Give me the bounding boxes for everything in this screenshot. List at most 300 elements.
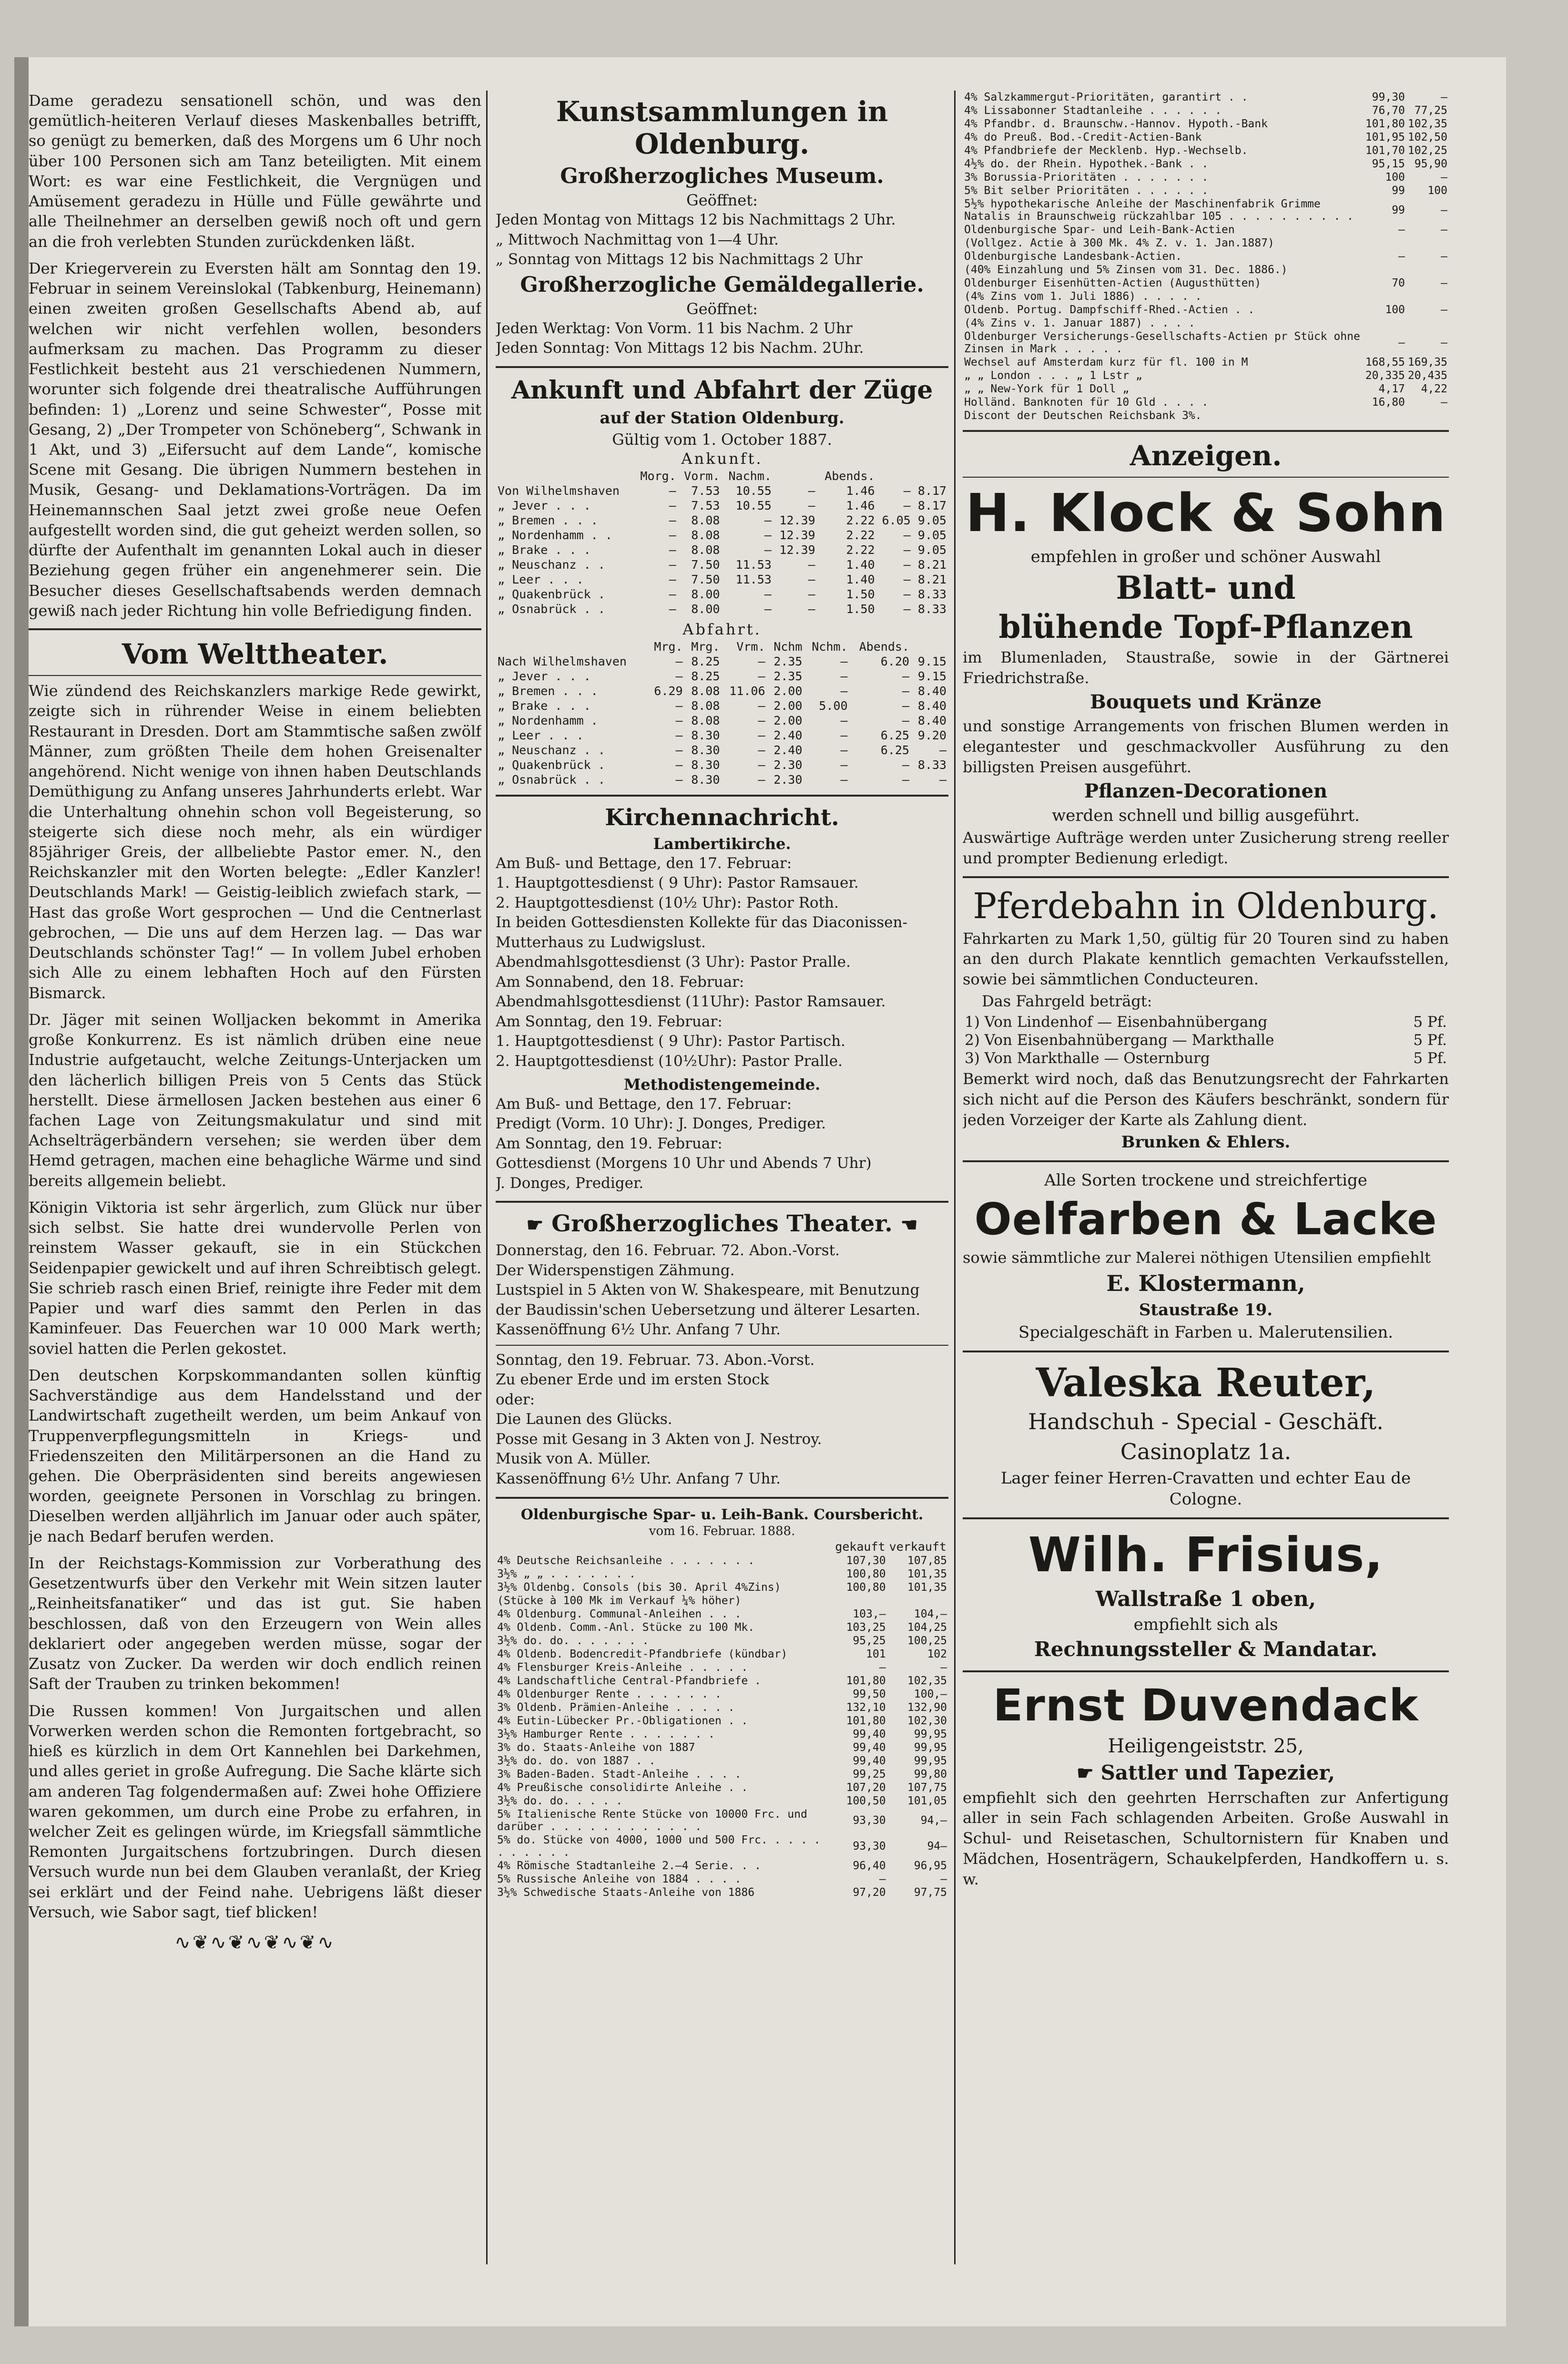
theater-line: Musik von A. Müller.: [496, 1450, 651, 1468]
table-cell: 76,70: [1372, 104, 1405, 117]
ankunft-row: [496, 572, 948, 587]
kurs-row: [963, 290, 1449, 303]
ankunft-header: [496, 469, 634, 483]
theater-title: Großherzogliches Theater.: [551, 1210, 893, 1238]
kurs-row: [963, 276, 1449, 290]
kurs-row: [963, 317, 1449, 330]
table-cell: —: [1441, 277, 1447, 289]
heading-kunstsammlungen: Kunstsammlungen in Oldenburg.: [556, 95, 888, 160]
table-cell: 107,30: [846, 1554, 886, 1567]
abfahrt-row: [496, 772, 948, 787]
table-cell: —: [1398, 337, 1405, 349]
kurs-row: [963, 396, 1449, 409]
table-cell: 10.55: [735, 498, 772, 512]
table-cell: —: [675, 654, 683, 668]
lamberti-services: [496, 854, 948, 1072]
kurs-row: [496, 1808, 948, 1833]
table-cell: 100: [1385, 304, 1405, 316]
table-cell: 99,95: [914, 1754, 947, 1767]
table-cell: —: [939, 743, 947, 757]
table-cell: 9.15: [917, 654, 947, 668]
kurs-row: [496, 1833, 948, 1859]
table-cell: 8.08: [691, 684, 720, 698]
kurs-row: [496, 1873, 948, 1886]
table-cell: —: [669, 572, 676, 586]
newspaper-page: [14, 57, 1506, 2326]
ad-klostermann-pre: Alle Sorten trockene und streichfertige: [1044, 1170, 1367, 1190]
heading-lambertikirche: Lambertikirche.: [653, 834, 791, 853]
table-cell: —: [669, 528, 676, 542]
table-cell: 1.46: [846, 483, 875, 498]
table-cell: (Vollgez. Actie à 300 Mk. 4% Z. v. 1. Jan.1887): [964, 237, 1274, 249]
ankunft-row: [496, 542, 948, 557]
table-cell: —: [764, 528, 772, 542]
ad-reuter-addr: Casinoplatz 1a.: [1120, 1438, 1292, 1464]
table-cell: —: [808, 602, 815, 616]
galerie-open-label: Geöffnet:: [686, 299, 758, 318]
table-cell: 8.21: [917, 572, 947, 586]
table-cell: 8.08: [691, 698, 720, 713]
kurs-row: [963, 369, 1449, 382]
table-cell: 102,50: [1407, 131, 1447, 143]
lamberti-service-line: 2. Hauptgottesdienst (10½Uhr): Pastor Pralle.: [496, 1052, 843, 1070]
table-cell: —: [840, 684, 848, 698]
heading-museum: Großherzogliches Museum.: [560, 164, 884, 188]
ad-duvendack-role: Sattler und Tapezier,: [1100, 1760, 1335, 1784]
kurs-row: [496, 1621, 948, 1634]
kurs-row: [963, 197, 1449, 223]
ankunft-label: Ankunft.: [681, 449, 763, 468]
abfahrt-row: [496, 698, 948, 713]
museum-hours-line: Jeden Montag von Mittags 12 bis Nachmittags 2 Uhr.: [496, 211, 896, 228]
table-cell: 4% Eutin-Lübecker Pr.-Obligationen . .: [497, 1714, 748, 1727]
ankunft-table: [496, 469, 948, 616]
ad-klock-line: werden schnell und billig ausgeführt.: [1052, 806, 1360, 825]
lamberti-service-line: 1. Hauptgottesdienst ( 9 Uhr): Pastor Partisch.: [496, 1033, 845, 1050]
kurs-row: [496, 1688, 948, 1701]
table-cell: (4% Zins vom 1. Juli 1886) . . . . .: [964, 290, 1202, 303]
ankunft-row: [496, 528, 948, 542]
table-cell: [1406, 317, 1449, 330]
table-cell: 99,80: [914, 1768, 947, 1781]
table-cell: (4% Zins v. 1. Januar 1887) . . . .: [964, 317, 1195, 329]
table-cell: 102,25: [1407, 144, 1447, 157]
table-cell: 100,25: [907, 1634, 947, 1647]
table-cell: „ Osnabrück . .: [498, 772, 605, 787]
kurs-row: [963, 303, 1449, 317]
ad-pferdebahn-title: Pferdebahn in Oldenburg.: [973, 885, 1439, 927]
table-cell: 2.00: [774, 713, 803, 727]
table-cell: 5 Pf.: [1413, 1013, 1447, 1031]
ad-duvendack-name: Ernst Duvendack: [993, 1679, 1419, 1731]
table-cell: 107,20: [846, 1781, 886, 1794]
table-cell: —: [1441, 204, 1447, 216]
ad-klock-line: Blatt- und: [1116, 569, 1296, 607]
ad-klostermann-text: sowie sämmtliche zur Malerei nöthigen Utensilien empfiehlt: [963, 1249, 1431, 1267]
ad-reuter-sub: Handschuh - Special - Geschäft.: [1028, 1409, 1384, 1435]
table-cell: „ Jever . . .: [498, 669, 591, 683]
kurs-row: [496, 1859, 948, 1873]
table-cell: [1406, 290, 1449, 303]
table-cell: 1) Von Lindenhof — Eisenbahnübergang: [965, 1013, 1268, 1031]
table-cell: 8.08: [691, 713, 720, 727]
table-cell: —: [675, 757, 683, 772]
table-cell: „ „ New-York für 1 Doll „: [964, 383, 1130, 395]
table-cell: 4% Landschaftliche Central-Pfandbriefe .: [497, 1674, 761, 1687]
theater-line: Zu ebener Erde und im ersten Stock: [496, 1371, 769, 1389]
lamberti-service-line: In beiden Gottesdiensten Kollekte für das Diaconissen-Mutterhaus zu Ludwigslust.: [496, 914, 907, 951]
kurs-row: [963, 91, 1449, 104]
table-cell: 2.35: [774, 654, 803, 668]
column-left: [29, 91, 481, 1954]
ankunft-header: [774, 469, 817, 483]
table-cell: 8.08: [691, 542, 720, 557]
abfahrt-header: Nchm.: [812, 639, 848, 654]
ad-duvendack-addr: Heiligengeiststr. 25,: [1108, 1735, 1304, 1757]
table-cell: [887, 1594, 948, 1607]
table-cell: 5 Pf.: [1413, 1032, 1447, 1049]
table-cell: 2.00: [774, 684, 803, 698]
table-cell: 3% do. Staats-Anleihe von 1887: [497, 1741, 695, 1754]
table-cell: 3% Oldenb. Prämien-Anleihe . . . . .: [497, 1701, 735, 1714]
table-cell: 4% do Preuß. Bod.-Credit-Actien-Bank: [964, 131, 1202, 143]
table-cell: 4% Oldenburger Rente . . . . . . .: [497, 1688, 722, 1700]
abfahrt-table: [496, 639, 948, 787]
table-cell: „ Nordenhamm .: [498, 713, 598, 727]
article-bismarck: Wie zündend des Reichskanzlers markige Rede gewirkt, zeigte sich in rührender Weise in einem beliebten Restaurant in Dresden. Dort am Stammtische saßen zwölf Männer, zum größten Theile dem hohen Greisenalter angehörend. Nicht wenige von ihnen haben Deutschlands Demüthigung zu Anfang unseres Jahrhunderts erlebt. War die Unterhaltung ohnehin schon voll Begeisterung, so steigerte sich diese noch mehr, als ein würdiger 85jähriger Greis, der allbeliebte Pastor emer. N., den Reichskanzler mit den Worten belegte: „Edler Kanzler! Deutschlands Mark! — Geistig-leiblich zwiefach stark, — Hast das große Wort gesprochen — Und die Centnerlast gebrochen, — Die uns auf dem Herzen lag. — Das war Deutschlands schönster Tag!“ — In vollem Jubel erhoben sich Alle zu einem lebhaften Hoch auf den Fürsten Bismarck.: [29, 682, 481, 1002]
divider: [496, 1345, 948, 1346]
pointing-hand-left-icon: ☚: [900, 1214, 918, 1237]
ornament-divider: ∿❦∿❦∿❦∿❦∿: [174, 1932, 336, 1954]
table-cell: —: [939, 772, 947, 787]
table-cell: 94—: [927, 1840, 947, 1852]
abfahrt-row: [496, 743, 948, 757]
table-cell: —: [902, 772, 909, 787]
table-cell: 100,50: [846, 1794, 886, 1807]
lamberti-service-line: Abendmahlsgottesdienst (11Uhr): Pastor Ramsauer.: [496, 993, 886, 1011]
kurs-row: [496, 1674, 948, 1688]
table-cell: 100,80: [846, 1581, 886, 1594]
table-cell: —: [808, 498, 815, 512]
table-cell: „ Nordenhamm . .: [498, 528, 612, 542]
table-cell: 99,95: [914, 1741, 947, 1754]
table-cell: [1364, 263, 1406, 276]
table-cell: [833, 1594, 887, 1607]
table-cell: —: [879, 1661, 886, 1674]
abfahrt-row: [496, 684, 948, 698]
ad-duvendack-text: empfiehlt sich den geehrten Herrschaften zur Anfertigung aller in sein Fach schlagenden Arbeiten. Große Auswahl in Schul- und Reisetaschen, Schultornistern für Knaben und Mädchen, Hosenträgern, Schaukelpferden, Handkoffern u. s. w.: [963, 1788, 1449, 1889]
table-cell: Wechsel auf Amsterdam kurz für fl. 100 in M: [964, 356, 1248, 368]
table-cell: —: [764, 542, 772, 557]
table-cell: —: [669, 483, 676, 498]
theater-line: oder:: [496, 1391, 535, 1408]
kurs-row: [963, 223, 1449, 236]
ad-klock-line: im Blumenladen, Staustraße, sowie in der Gärtnerei Friedrichstraße.: [963, 648, 1449, 687]
table-cell: 95,25: [853, 1634, 886, 1647]
table-cell: 95,90: [1414, 158, 1447, 170]
table-cell: 8.40: [917, 698, 947, 713]
table-cell: 6.29: [654, 684, 683, 698]
kurs-row: [963, 131, 1449, 144]
zuege-station: auf der Station Oldenburg.: [600, 408, 845, 428]
article-wein: In der Reichstags-Kommission zur Vorberathung des Gesetzentwurfs über den Verkehr mit Wein sitzen lauter „Reinheitsfanatiker“ und das ist gut. Sie haben beschlossen, daß von den Erzeugern von Wein alles deklariert oder angegeben werden müsse, sogar der Zusatz von Zucker. Da werden wir doch endlich reinen Saft der Trauben zu trinken bekommen!: [29, 1554, 481, 1693]
table-cell: —: [903, 572, 911, 586]
table-cell: 8.30: [691, 757, 720, 772]
lamberti-service-line: 2. Hauptgottesdienst (10½ Uhr): Pastor Roth.: [496, 894, 839, 911]
table-cell: —: [758, 772, 765, 787]
table-cell: „ Neuschanz . .: [498, 557, 605, 572]
table-cell: —: [840, 728, 848, 742]
table-cell: 8.00: [691, 602, 720, 616]
table-cell: Von Wilhelmshaven: [498, 483, 620, 498]
table-cell: 12.39: [779, 528, 815, 542]
table-cell: 99,50: [853, 1688, 886, 1700]
table-cell: 102: [927, 1648, 947, 1660]
ad-klostermann-big: Oelfarben & Lacke: [974, 1194, 1437, 1245]
table-cell: —: [669, 498, 676, 512]
table-cell: —: [675, 713, 683, 727]
kurs-row: [963, 171, 1449, 184]
table-cell: 8.33: [917, 757, 947, 772]
table-cell: 7.53: [691, 498, 720, 512]
table-cell: —: [902, 757, 909, 772]
table-cell: 6.20: [880, 654, 909, 668]
ad-klock-name: H. Klock & Sohn: [966, 482, 1446, 543]
heading-zuege: Ankunft und Abfahrt der Züge: [511, 375, 933, 405]
table-cell: 2.22: [846, 528, 875, 542]
table-cell: 4% Salzkammergut-Prioritäten, garantirt . .: [964, 91, 1248, 103]
kurs-header-gekauft: gekauft: [835, 1539, 886, 1554]
theater-performance-1: [496, 1241, 948, 1340]
kurs-row: [963, 409, 1449, 422]
heading-kirchennachricht: Kirchennachricht.: [605, 804, 839, 831]
table-cell: „ Bremen . . .: [498, 513, 598, 527]
table-cell: —: [902, 713, 909, 727]
article-jaeger: Dr. Jäger mit seinen Wolljacken bekommt in Amerika große Konkurrenz. Es ist nämlich drüben eine neue Industrie aufgetaucht, welche Zeitungs-Unterjacken um den lächerlich billigen Preis von 5 Cents das Stück herstellt. Diese ärmellosen Jacken bestehen aus einer 6 fachen Lage von Zeitungsmakulatur und sind mit Achselträgerbändern versehen; sie werden über dem Hemd getragen, machen eine behagliche Wärme und sind bereits allgemein beliebt.: [29, 1010, 481, 1190]
table-cell: 8.30: [691, 728, 720, 742]
ankunft-header: Abends.: [825, 469, 875, 483]
divider: [29, 628, 481, 630]
table-cell: —: [764, 602, 772, 616]
divider: [29, 675, 481, 676]
abfahrt-header: [496, 639, 648, 654]
table-cell: —: [1398, 250, 1405, 263]
kurs-header-verkauft: verkauft: [889, 1539, 947, 1554]
table-cell: 20,435: [1407, 369, 1447, 382]
table-cell: —: [1441, 250, 1447, 263]
kurs-row: [496, 1581, 948, 1594]
ad-duvendack-role-line: [963, 1760, 1449, 1786]
abfahrt-header: Mrg.: [691, 639, 720, 654]
kurs-row: [963, 157, 1449, 171]
table-cell: Nach Wilhelmshaven: [498, 654, 627, 668]
table-cell: 10.55: [735, 483, 772, 498]
zuege-valid: Gültig vom 1. October 1887.: [612, 430, 832, 449]
table-cell: 7.50: [691, 572, 720, 586]
table-cell: 101,95: [1365, 131, 1405, 143]
table-cell: —: [764, 587, 772, 601]
kurs-table: [496, 1539, 948, 1899]
galerie-hours: [496, 319, 948, 358]
table-cell: —: [903, 528, 911, 542]
article-russen: Die Russen kommen! Von Jurgaitschen und allen Vorwerken werden schon die Remonten fortgebracht, so hieß es kürzlich in dem Ort Kannehlen bei Darkehmen, und alles geriet in große Aufregung. Die Sache klärte sich am anderen Tag folgendermaßen auf: Zwei hohe Offiziere waren gekommen, um durch eine Probe zu erfahren, in welcher Zeit es gelingen würde, im Kriegsfall sämmtliche Remonten Jurgaitschens fortzubringen. Durch diesen Versuch wurde nun bei dem Glauben veranlaßt, der Krieg sei erklärt und der Feind nahe. Uebrigens läßt dieser Versuch, wie Sabor sagt, tief blicken!: [29, 1701, 481, 1921]
table-cell: 101,05: [907, 1794, 947, 1807]
table-cell: 9.05: [917, 528, 947, 542]
table-cell: 4% Deutsche Reichsanleihe . . . . . . .: [497, 1554, 755, 1567]
table-cell: 3½% Hamburger Rente . . . . . . .: [497, 1728, 715, 1740]
table-cell: 4,17: [1378, 383, 1405, 395]
table-cell: (Stücke à 100 Mk im Verkauf ¼% höher): [497, 1594, 742, 1607]
ad-frisius-addr: Wallstraße 1 oben,: [1095, 1587, 1316, 1612]
museum-hours-line: „ Sonntag von Mittags 12 bis Nachmittags 2 Uhr: [496, 251, 863, 268]
table-cell: —: [808, 557, 815, 572]
kurs-row: [496, 1714, 948, 1728]
table-cell: „ Bremen . . .: [498, 684, 598, 698]
kurs-row: [496, 1634, 948, 1648]
table-cell: —: [903, 498, 911, 512]
kurs-row: [963, 117, 1449, 131]
table-cell: 103,25: [846, 1621, 886, 1634]
pointing-hand-right-icon: ☛: [526, 1214, 544, 1237]
table-cell: 99,40: [853, 1741, 886, 1754]
table-cell: 95,15: [1372, 158, 1405, 170]
table-cell: 132,90: [907, 1701, 947, 1714]
table-cell: —: [669, 557, 676, 572]
table-cell: —: [903, 542, 911, 557]
galerie-hours-line: Jeden Werktag: Von Vorm. 11 bis Nachm. 2 Uhr: [496, 319, 853, 337]
table-cell: „ Brake . . .: [498, 542, 591, 557]
table-cell: 4% Oldenb. Bodencredit-Pfandbriefe (kündbar): [497, 1648, 788, 1660]
article-viktoria: Königin Viktoria ist sehr ärgerlich, zum Glück nur über sich selbst. Sie hatte drei wundervolle Perlen von reinstem Wasser gekauft, sie in ein Stückchen Seidenpapier gewickelt und auf ihren Schreibtisch gelegt. Sie schrieb rasch einen Brief, reinigte ihre Feder mit dem Papier und warf dies sammt den Perlen in das Kaminfeuer. Das Feuerchen war 10 000 Mark werth; soviel hatten die Perlen gekostet.: [29, 1198, 481, 1358]
table-cell: —: [764, 513, 772, 527]
methodisten-service-line: Am Sonntag, den 19. Februar:: [496, 1135, 723, 1152]
ad-klock-line: blühende Topf-Pflanzen: [998, 608, 1413, 646]
table-cell: 12.39: [779, 513, 815, 527]
table-cell: —: [902, 669, 909, 683]
table-cell: 101,80: [1365, 118, 1405, 130]
kurs-row: [496, 1886, 948, 1899]
heading-methodisten: Methodistengemeinde.: [623, 1075, 821, 1094]
table-cell: —: [1441, 224, 1447, 236]
column-rule: [954, 91, 956, 2264]
ad-pferdebahn-note: Bemerkt wird noch, daß das Benutzungsrecht der Fahrkarten sich nicht auf die Person des Käufers beschränkt, sondern für jeden Vorzeiger der Karte als Zahlung dient.: [963, 1070, 1449, 1129]
table-cell: 107,75: [907, 1781, 947, 1794]
table-cell: 169,35: [1407, 356, 1447, 368]
table-cell: 2.22: [846, 513, 875, 527]
table-cell: 1.40: [846, 557, 875, 572]
table-cell: 97,20: [853, 1886, 886, 1899]
table-cell: 99,25: [853, 1768, 886, 1781]
table-cell: 8.33: [917, 602, 947, 616]
kurs-row: [496, 1781, 948, 1794]
table-cell: 96,95: [914, 1859, 947, 1872]
kurs-row: [496, 1567, 948, 1581]
table-cell: 5.00: [819, 698, 848, 713]
table-cell: 3½% do. do. . . . . . .: [497, 1634, 649, 1647]
table-cell: —: [675, 743, 683, 757]
table-cell: 132,10: [846, 1701, 886, 1714]
table-cell: 4½% do. der Rhein. Hypothek.-Bank . .: [964, 158, 1209, 170]
divider: [963, 430, 1449, 432]
table-cell: —: [669, 513, 676, 527]
table-cell: 8.25: [691, 654, 720, 668]
table-cell: 5½% hypothekarische Anleihe der Maschinenfabrik Grimme Natalis in Braunschweig rückzahlbar 105 . . . . . . . . . .: [964, 198, 1354, 223]
pointing-hand-right-icon: ☛: [1076, 1761, 1094, 1784]
table-cell: Oldenburgische Landesbank-Actien.: [964, 250, 1182, 263]
table-cell: 104,—: [914, 1607, 947, 1620]
kurs-row: [496, 1648, 948, 1661]
table-cell: —: [758, 669, 765, 683]
kurs-row: [496, 1701, 948, 1714]
theater-line: Kassenöffnung 6½ Uhr. Anfang 7 Uhr.: [496, 1470, 781, 1487]
table-cell: 2.00: [774, 698, 803, 713]
table-cell: 101,80: [846, 1714, 886, 1727]
table-cell: 5 Pf.: [1413, 1050, 1447, 1067]
museum-open-label: Geöffnet:: [686, 191, 758, 209]
table-cell: Discont der Deutschen Reichsbank 3%.: [964, 409, 1202, 422]
table-cell: 7.53: [691, 483, 720, 498]
methodisten-services: [496, 1095, 948, 1194]
table-cell: 70: [1392, 277, 1405, 289]
kurs-title: Oldenburgische Spar- u. Leih-Bank. Coursbericht.: [520, 1506, 924, 1523]
table-cell: 11.53: [735, 557, 772, 572]
table-cell: 8.40: [917, 713, 947, 727]
table-cell: [1364, 317, 1406, 330]
abfahrt-header: Vrm.: [736, 639, 765, 654]
table-cell: 4% Flensburger Kreis-Anleihe . . . . .: [497, 1661, 748, 1674]
table-cell: „ Quakenbrück .: [498, 757, 605, 772]
table-cell: 99: [1392, 204, 1405, 216]
ad-reuter-name: Valeska Reuter,: [1036, 1360, 1376, 1406]
theater-line: Die Launen des Glücks.: [496, 1411, 672, 1428]
kurs-row: [496, 1661, 948, 1674]
table-cell: —: [758, 713, 765, 727]
methodisten-service-line: Am Buß- und Bettage, den 17. Februar:: [496, 1095, 792, 1113]
table-cell: 5% Bit selber Prioritäten . . . . . .: [964, 184, 1209, 197]
table-cell: 1.50: [846, 587, 875, 601]
lamberti-service-line: 1. Hauptgottesdienst ( 9 Uhr): Pastor Ramsauer.: [496, 874, 859, 892]
table-cell: 96,40: [853, 1859, 886, 1872]
lamberti-service-line: Am Sonntag, den 19. Februar:: [496, 1013, 723, 1030]
table-cell: 20,335: [1365, 369, 1405, 382]
article-korps: Den deutschen Korpskommandanten sollen künftig Sachverständige aus dem Handelsstand und der Landwirtschaft zugetheilt werden, um beim Ankauf von Truppenverpflegungsmitteln in Kriegs- und Friedenszeiten den Militärpersonen an die Hand zu gehen. Die Oberpräsidenten sind bereits angewiesen worden, geeignete Personen in Vorschlag zu bringen. Dieselben werden alljährlich im Januar oder auch später, je nach Bedarf berufen werden.: [29, 1366, 481, 1545]
ad-frisius-text: empfiehlt sich als: [1133, 1615, 1278, 1635]
ad-klock-line: empfehlen in großer und schöner Auswahl: [1030, 547, 1381, 566]
table-cell: Holländ. Banknoten für 10 Gld . . . .: [964, 396, 1209, 409]
table-cell: 2.40: [774, 728, 803, 742]
table-cell: 5% Italienische Rente Stücke von 10000 Frc. und darüber . . . . . . . . . . . .: [497, 1808, 807, 1833]
kurs-row: [963, 356, 1449, 369]
table-cell: —: [840, 743, 848, 757]
table-cell: 99,40: [853, 1754, 886, 1767]
table-cell: „ Osnabrück . .: [498, 602, 605, 616]
ankunft-row: [496, 513, 948, 528]
table-cell: 93,30: [853, 1840, 886, 1852]
heading-theater: [496, 1210, 948, 1237]
table-cell: —: [903, 587, 911, 601]
kurs-row: [496, 1741, 948, 1754]
table-cell: —: [940, 1661, 947, 1674]
table-cell: —: [840, 654, 848, 668]
table-cell: —: [840, 669, 848, 683]
abfahrt-row: [496, 728, 948, 743]
heading-anzeigen: Anzeigen.: [1130, 440, 1282, 472]
ad-frisius-name: Wilh. Frisius,: [1028, 1527, 1384, 1583]
theater-performance-2: [496, 1351, 948, 1489]
table-cell: —: [669, 542, 676, 557]
kurs-row: [963, 250, 1449, 263]
table-cell: —: [840, 757, 848, 772]
